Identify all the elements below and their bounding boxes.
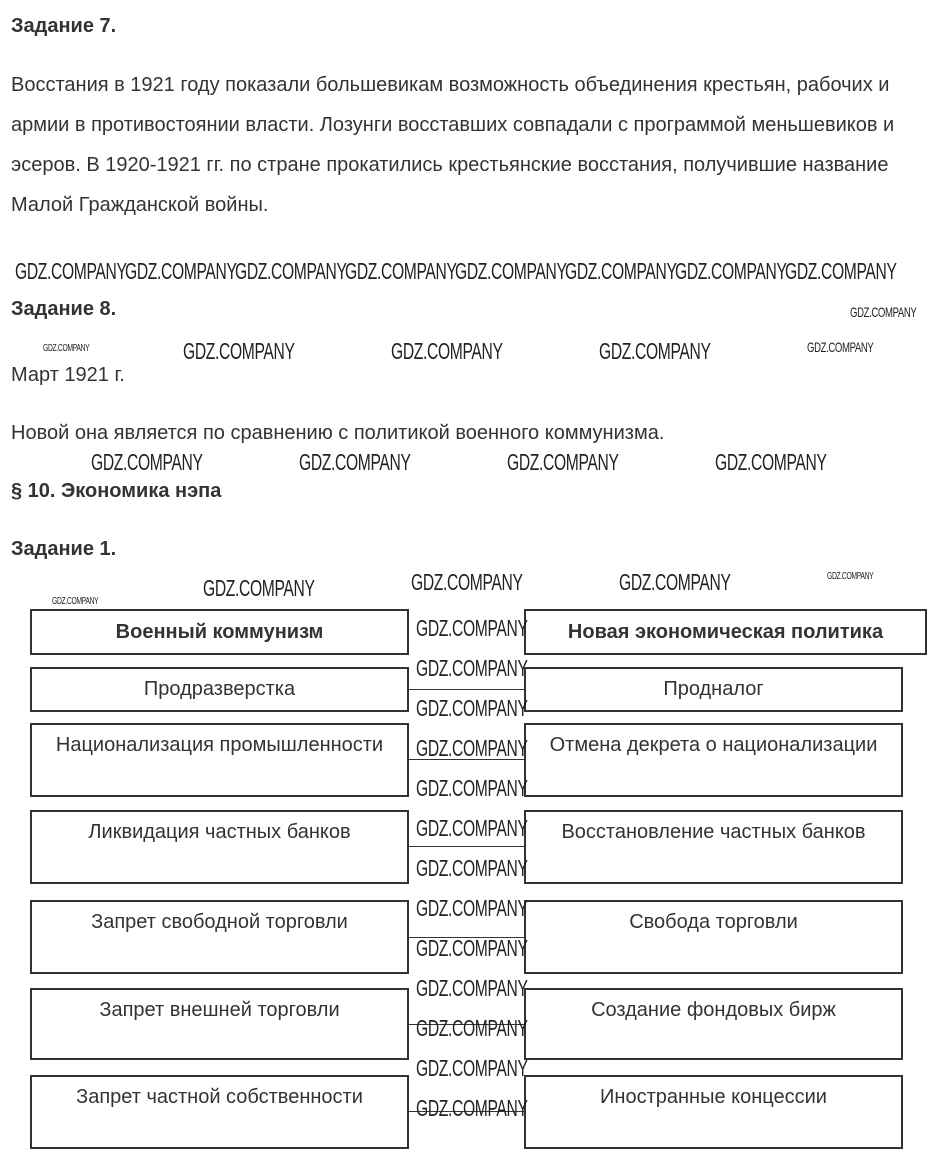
watermark: GDZ.COMPANY xyxy=(183,338,295,364)
watermark: GDZ.COMPANY xyxy=(599,338,711,364)
watermark: GDZ.COMPANY xyxy=(827,571,874,582)
watermark: GDZ.COMPANY xyxy=(416,775,528,801)
watermark: GDZ.COMPANY xyxy=(416,1015,528,1041)
watermark: GDZ.COMPANY xyxy=(507,449,619,475)
right-box: Свобода торговли xyxy=(524,900,903,974)
task8-heading: Задание 8. xyxy=(11,298,117,320)
watermark: GDZ.COMPANY xyxy=(416,615,528,641)
watermark: GDZ.COMPANY xyxy=(391,338,503,364)
connector-line xyxy=(409,1024,524,1025)
left-box: Запрет внешней торговли xyxy=(30,988,409,1060)
right-box: Восстановление частных банков xyxy=(524,810,903,884)
watermark: GDZ.COMPANY xyxy=(785,258,897,284)
watermark: GDZ.COMPANY xyxy=(565,258,677,284)
connector-line xyxy=(409,1111,524,1112)
watermark: GDZ.COMPANY xyxy=(416,735,528,761)
task8-line2: Новой она является по сравнению с политикой военного коммунизма. xyxy=(11,422,665,444)
watermark: GDZ.COMPANY xyxy=(345,258,457,284)
watermark: GDZ.COMPANY xyxy=(125,258,237,284)
watermark: GDZ.COMPANY xyxy=(715,449,827,475)
connector-line xyxy=(409,689,524,690)
connector-line xyxy=(409,759,524,760)
watermark: GDZ.COMPANY xyxy=(52,596,99,607)
watermark: GDZ.COMPANY xyxy=(416,815,528,841)
watermark: GDZ.COMPANY xyxy=(299,449,411,475)
watermark: GDZ.COMPANY xyxy=(411,569,523,595)
watermark: GDZ.COMPANY xyxy=(416,895,528,921)
watermark: GDZ.COMPANY xyxy=(675,258,787,284)
connector-line xyxy=(409,937,524,938)
watermark: GDZ.COMPANY xyxy=(416,935,528,961)
left-box: Запрет свободной торговли xyxy=(30,900,409,974)
left-box: Ликвидация частных банков xyxy=(30,810,409,884)
right-box: Создание фондовых бирж xyxy=(524,988,903,1060)
watermark: GDZ.COMPANY xyxy=(43,343,90,354)
task8-line1: Март 1921 г. xyxy=(11,364,125,386)
task7-heading: Задание 7. xyxy=(11,15,117,37)
watermark: GDZ.COMPANY xyxy=(235,258,347,284)
watermark: GDZ.COMPANY xyxy=(850,304,917,320)
right-header-box: Новая экономическая политика xyxy=(524,609,927,655)
watermark: GDZ.COMPANY xyxy=(416,1055,528,1081)
watermark: GDZ.COMPANY xyxy=(91,449,203,475)
section-heading: § 10. Экономика нэпа xyxy=(11,480,222,502)
watermark: GDZ.COMPANY xyxy=(15,258,127,284)
left-box: Национализация промышленности xyxy=(30,723,409,797)
watermark: GDZ.COMPANY xyxy=(807,339,874,355)
left-box: Запрет частной собственности xyxy=(30,1075,409,1149)
watermark: GDZ.COMPANY xyxy=(455,258,567,284)
right-box: Продналог xyxy=(524,667,903,712)
watermark: GDZ.COMPANY xyxy=(619,569,731,595)
task1-heading: Задание 1. xyxy=(11,538,117,560)
connector-line xyxy=(409,846,524,847)
left-box: Продразверстка xyxy=(30,667,409,712)
watermark: GDZ.COMPANY xyxy=(416,1095,528,1121)
watermark: GDZ.COMPANY xyxy=(416,655,528,681)
watermark: GDZ.COMPANY xyxy=(416,975,528,1001)
task7-text: Восстания в 1921 году показали большевикам возможность объединения крестьян, рабочих и армии в противостоянии власти. Лозунги восставших совпадали с программой меньшевиков и эсеров. В 1920-1921 гг. по стране прокатились крестьянские восстания, получившие название Малой Гражданской войны. xyxy=(11,74,895,216)
right-box: Иностранные концессии xyxy=(524,1075,903,1149)
watermark: GDZ.COMPANY xyxy=(416,855,528,881)
right-box: Отмена декрета о национализации xyxy=(524,723,903,797)
watermark: GDZ.COMPANY xyxy=(416,695,528,721)
watermark: GDZ.COMPANY xyxy=(203,575,315,601)
left-header-box: Военный коммунизм xyxy=(30,609,409,655)
